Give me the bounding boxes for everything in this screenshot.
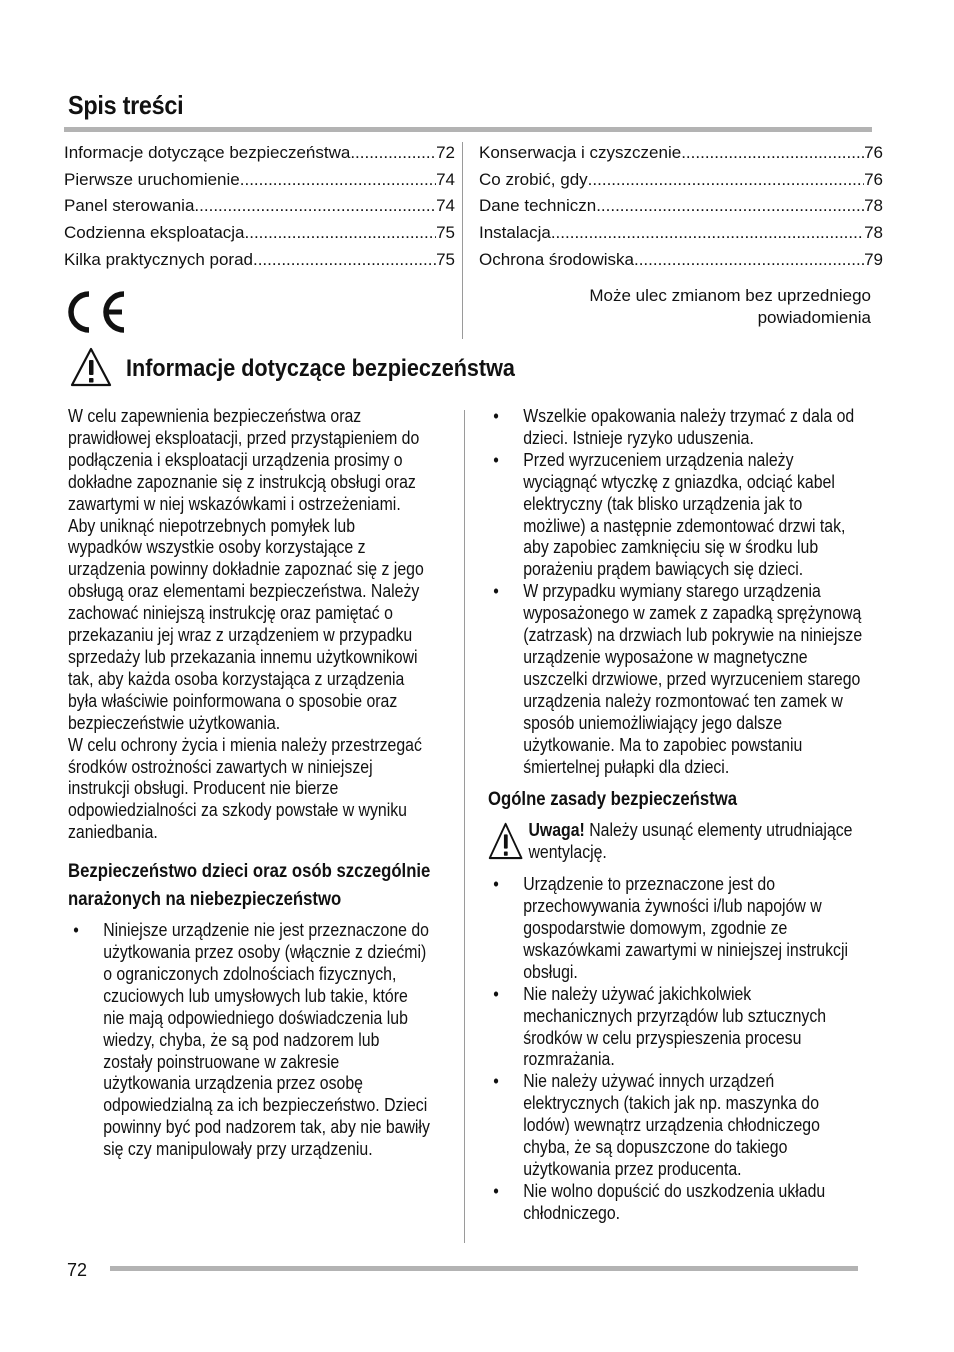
list-item-text: Nie wolno dopuścić do uszkodzenia układu chłodniczego. — [523, 1180, 826, 1223]
safety-title: Informacje dotyczące bezpieczeństwa — [126, 355, 515, 382]
footer-rule — [110, 1266, 858, 1271]
toc-divider — [462, 142, 463, 339]
warning-label: Uwaga! — [528, 820, 585, 841]
right-entry[interactable] — [479, 250, 883, 270]
bullet-marker: • — [493, 983, 499, 1004]
list-item-text: W przypadku wymiany starego urządzenia wyposażonego w zamek z zapadką sprężynową (zatrzask) na drzwiach lub pokrywie na niniejsze urządzenie wyposażone w magnetyczne uszczelki drzwiowe, przed wyrzuceniem starego urządzenia należy rozmontować ten zamek w sposób uniemożliwiający jego dalsze użytkowanie. Ma to zapobiec powstaniu śmiertelnej pułapki dla dzieci. — [523, 581, 863, 777]
safety-warning-icon — [70, 347, 112, 392]
toc-leader-dots — [551, 223, 864, 243]
change-notice-line1: Może ulec zmianom bez uprzedniego — [589, 286, 871, 305]
bullet-marker: • — [493, 1180, 499, 1201]
general-safety-list — [488, 874, 865, 1225]
right-body-column — [488, 406, 865, 1225]
list-item — [488, 450, 865, 581]
ce-mark-label — [130, 289, 131, 290]
intro-paragraph: W celu zapewnienia bezpieczeństwa oraz prawidłowej eksploatacji, przed przystąpieniem do podłączenia i eksploatacji urządzenia prosimy o dokładne zapoznanie się z instrukcją obsługi oraz zawartymi w niej wskazówkami i ostrzeżeniami. Aby uniknąć niepotrzebnych pomyłek lub wypadków wszystkie osoby korzystające z urządzenia powinny dokładnie zapoznać się z jego obsługą oraz elementami bezpieczeństwa. Należy zachować niniejszą instrukcję oraz pamiętać o przekazaniu jej wraz z urządzeniem w przypadku sprzedaży lub przekazania innemu użytkownikowi tak, aby każda osoba korzystająca z urządzenia była właściwie poinformowana o sposobie oraz bezpieczeństwie użytkowania. — [68, 406, 424, 733]
toc-entry-page: 76 — [864, 143, 883, 162]
toc-entry-label: Informacje dotyczące bezpieczeństwa — [64, 143, 351, 162]
left-body-column — [68, 406, 431, 1161]
toc-entry-page: 76 — [864, 170, 883, 189]
bullet-marker: • — [493, 406, 499, 426]
toc-entry-page: 72 — [436, 143, 455, 162]
packaging-disposal-list — [488, 406, 865, 778]
toc-entry-page: 79 — [864, 250, 883, 269]
general-safety-heading: Ogólne zasady bezpieczeństwa — [488, 789, 738, 811]
children-safety-heading: Bezpieczeństwo dzieci oraz osób szczególnie narażonych na niebezpieczeństwo — [68, 861, 431, 911]
toc-entry-label: Codzienna eksploatacja — [64, 223, 245, 242]
page-number: 72 — [67, 1260, 88, 1280]
right-entry[interactable] — [479, 143, 883, 163]
toc-leader-dots — [596, 196, 864, 216]
toc-title: Spis treści — [68, 90, 184, 120]
toc-leader-dots — [240, 170, 436, 190]
toc-entry-label: Konserwacja i czyszczenie — [479, 143, 682, 162]
left-entry[interactable] — [64, 196, 455, 216]
change-notice — [540, 285, 871, 329]
bullet-marker: • — [493, 874, 499, 895]
list-item-text: Nie należy używać innych urządzeń elektrycznych (takich jak np. maszynka do lodów) wewnątrz urządzenia chłodniczego chyba, że są dopuszczone do takiego użytkowania przez producenta. — [523, 1071, 820, 1179]
toc-entry-page: 74 — [436, 196, 455, 215]
toc-leader-dots — [194, 196, 436, 216]
toc-entry-page: 75 — [436, 250, 455, 269]
right-entry[interactable] — [479, 223, 883, 243]
bullet-marker: • — [493, 1071, 499, 1092]
toc-leader-dots — [350, 143, 436, 163]
list-item — [68, 920, 431, 1161]
toc-leader-dots — [253, 250, 436, 270]
list-item — [488, 406, 865, 450]
left-entry[interactable] — [64, 223, 455, 243]
toc-entry-label: Panel sterowania — [64, 196, 195, 215]
bullet-marker: • — [493, 581, 499, 602]
list-item-text: Wszelkie opakowania należy trzymać z dala od dzieci. Istnieje ryzyko uduszenia. — [523, 406, 855, 448]
toc-leader-dots — [588, 170, 864, 190]
right-entry[interactable] — [479, 196, 883, 216]
list-item-text: Urządzenie to przeznaczone jest do przechowywania żywności i/lub napojów w gospodarstwie domowym, zgodnie ze wskazówkami zawartymi w niniejszej instrukcji obsługi. — [523, 874, 849, 982]
warning-icon — [488, 822, 523, 860]
toc-entry-label: Instalacja — [479, 223, 551, 242]
list-item — [488, 581, 865, 778]
list-item — [488, 1181, 865, 1225]
toc-title-rule — [64, 127, 872, 132]
list-item — [488, 1071, 865, 1181]
toc-entry-page: 78 — [864, 196, 883, 215]
toc-entry-page: 78 — [864, 223, 883, 242]
ce-mark — [66, 289, 130, 335]
toc-entry-label: Ochrona środowiska — [479, 250, 634, 269]
list-item-text: Nie należy używać jakichkolwiek mechanicznych przyrządów lub sztucznych środków w celu przyspieszenia procesu rozmrażania. — [523, 983, 827, 1070]
bullet-marker: • — [493, 449, 499, 470]
bullet-marker: • — [73, 920, 79, 941]
list-item-text: Niniejsze urządzenie nie jest przeznaczone do użytkowania przez osoby (włącznie z dziećmi) o ograniczonych zdolnościach fizycznych, czuciowych lub umysłowych lub takie, które nie mają odpowiedniego doświadczenia lub wiedzy, chyba, że są pod nadzorem lub zostały poinstruowane w zakresie użytkowania urządzenia przez osobę odpowiedzialną za ich bezpieczeństwo. Dzieci powinny być pod nadzorem tak, aby nie bawiły się czy manipulowały przy urządzeniu. — [103, 920, 430, 1160]
body-divider — [464, 410, 465, 1243]
change-notice-line2: powiadomienia — [757, 308, 871, 327]
ce-mark-icon — [66, 289, 130, 335]
children-safety-list — [68, 920, 431, 1161]
toc-entry-page: 75 — [436, 223, 455, 242]
warning-text: Należy usunąć elementy utrudniające wentylację. — [528, 820, 853, 863]
left-entry[interactable] — [64, 143, 455, 163]
toc-entry-label: Pierwsze uruchomienie — [64, 170, 240, 189]
left-entry[interactable] — [64, 170, 455, 190]
toc-entry-label: Co zrobić, gdy — [479, 170, 588, 189]
toc-entry-label: Kilka praktycznych porad — [64, 250, 253, 269]
list-item — [488, 984, 865, 1072]
toc-entry-page: 74 — [436, 170, 455, 189]
intro-paragraph-2: W celu ochrony życia i mienia należy przestrzegać środków ostrożności zawartych w niniejszej instrukcji obsługi. Producent nie bierze odpowiedzialności za szkody powstałe w wyniku zaniedbania. — [68, 734, 422, 843]
ventilation-warning — [488, 820, 865, 864]
toc-entry-label: Dane techniczn — [479, 196, 597, 215]
toc-leader-dots — [681, 143, 864, 163]
toc-leader-dots — [634, 250, 864, 270]
toc-leader-dots — [245, 223, 437, 243]
list-item-text: Przed wyrzuceniem urządzenia należy wyciągnąć wtyczkę z gniazdka, odciąć kabel elektryczny (tak blisko urządzenia jak to możliwe) a następnie zdemontować drzwi tak, aby zapobiec zamknięciu się w środku lub porażeniu prądem bawiących się dzieci. — [523, 449, 846, 580]
right-entry[interactable] — [479, 170, 883, 190]
list-item — [488, 874, 865, 984]
left-entry[interactable] — [64, 250, 455, 270]
